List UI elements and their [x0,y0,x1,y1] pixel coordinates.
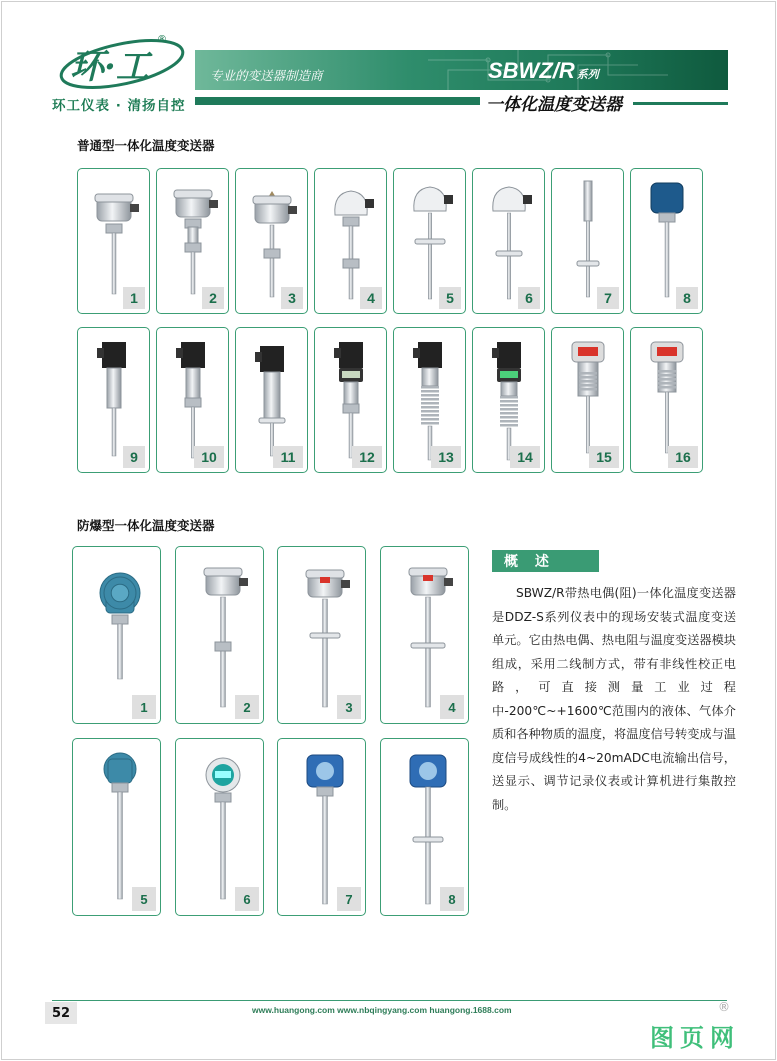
product-number: 1 [132,695,156,719]
product-number: 5 [439,287,461,309]
page-number: 52 [45,1002,77,1024]
normal-product-card-3 [235,168,308,314]
product-number: 4 [360,287,382,309]
product-number: 11 [273,446,303,468]
normal-product-card-11 [235,327,308,473]
watermark: 图页网 [650,1024,740,1052]
company-logo [52,36,202,92]
product-number: 3 [337,695,361,719]
section-title-normal: 普通型一体化温度变送器 [77,138,215,153]
product-number: 15 [589,446,619,468]
company-slogan: 环工仪表 · 清扬自控 [52,98,186,114]
product-number: 14 [510,446,540,468]
overview-title: 概 述 [492,550,599,572]
normal-product-card-1 [77,168,150,314]
footer-urls: www.huangong.com www.nbqingyang.com huangong.1688.com [252,1005,512,1015]
normal-product-card-6 [472,168,545,314]
explosion-product-card-7 [277,738,366,916]
explosion-product-card-3 [277,546,366,724]
series-title [488,58,599,84]
normal-product-card-9 [77,327,150,473]
product-number: 2 [235,695,259,719]
normal-product-card-14 [472,327,545,473]
explosion-product-card-2 [175,546,264,724]
product-number: 6 [235,887,259,911]
header-rule [195,97,480,105]
page-subtitle: 一体化温度变送器 [486,95,622,115]
footer-rule [52,1000,727,1001]
normal-product-card-10 [156,327,229,473]
product-number: 7 [597,287,619,309]
product-number: 4 [440,695,464,719]
product-number: 3 [281,287,303,309]
normal-product-card-16 [630,327,703,473]
product-number: 10 [194,446,224,468]
explosion-product-card-5 [72,738,161,916]
overview-text: SBWZ/R带热电偶(阻)一体化温度变送器是DDZ-S系列仪表中的现场安装式温度变送单元。它由热电偶、热电阻与温度变送器模块组成，采用二线制方式，带有非线性校正电路，可直接测量工业过程中-200℃~+1600℃范围内的液体、气体介质和各种物质的温度，将温度信号转变成与温度信号成线性的4~20mADC电流输出信号，送显示、调节记录仪表或计算机进行集散控制。 [492,586,736,812]
product-number: 13 [431,446,461,468]
banner-slogan: 专业的变送器制造商 [210,68,323,83]
product-number: 12 [352,446,382,468]
product-number: 16 [668,446,698,468]
explosion-product-card-1 [72,546,161,724]
registered-mark: ® [157,34,167,45]
product-number: 8 [440,887,464,911]
section-title-explosion: 防爆型一体化温度变送器 [77,518,215,533]
normal-product-card-7 [551,168,624,314]
normal-product-card-5 [393,168,466,314]
normal-product-card-8 [630,168,703,314]
footer-registered-mark: ® [718,1000,730,1014]
product-number: 1 [123,287,145,309]
product-number: 6 [518,287,540,309]
normal-product-card-2 [156,168,229,314]
product-number: 8 [676,287,698,309]
explosion-product-card-8 [380,738,469,916]
svg-text:环·工: 环·工 [70,47,150,87]
series-suffix: 系列 [576,68,599,81]
product-number: 7 [337,887,361,911]
series-code: SBWZ/R [488,58,575,83]
product-number: 5 [132,887,156,911]
explosion-product-card-6 [175,738,264,916]
normal-product-card-13 [393,327,466,473]
normal-product-card-15 [551,327,624,473]
header-rule-short [633,102,728,105]
product-number: 9 [123,446,145,468]
product-number: 2 [202,287,224,309]
normal-product-card-4 [314,168,387,314]
explosion-product-card-4 [380,546,469,724]
normal-product-card-12 [314,327,387,473]
